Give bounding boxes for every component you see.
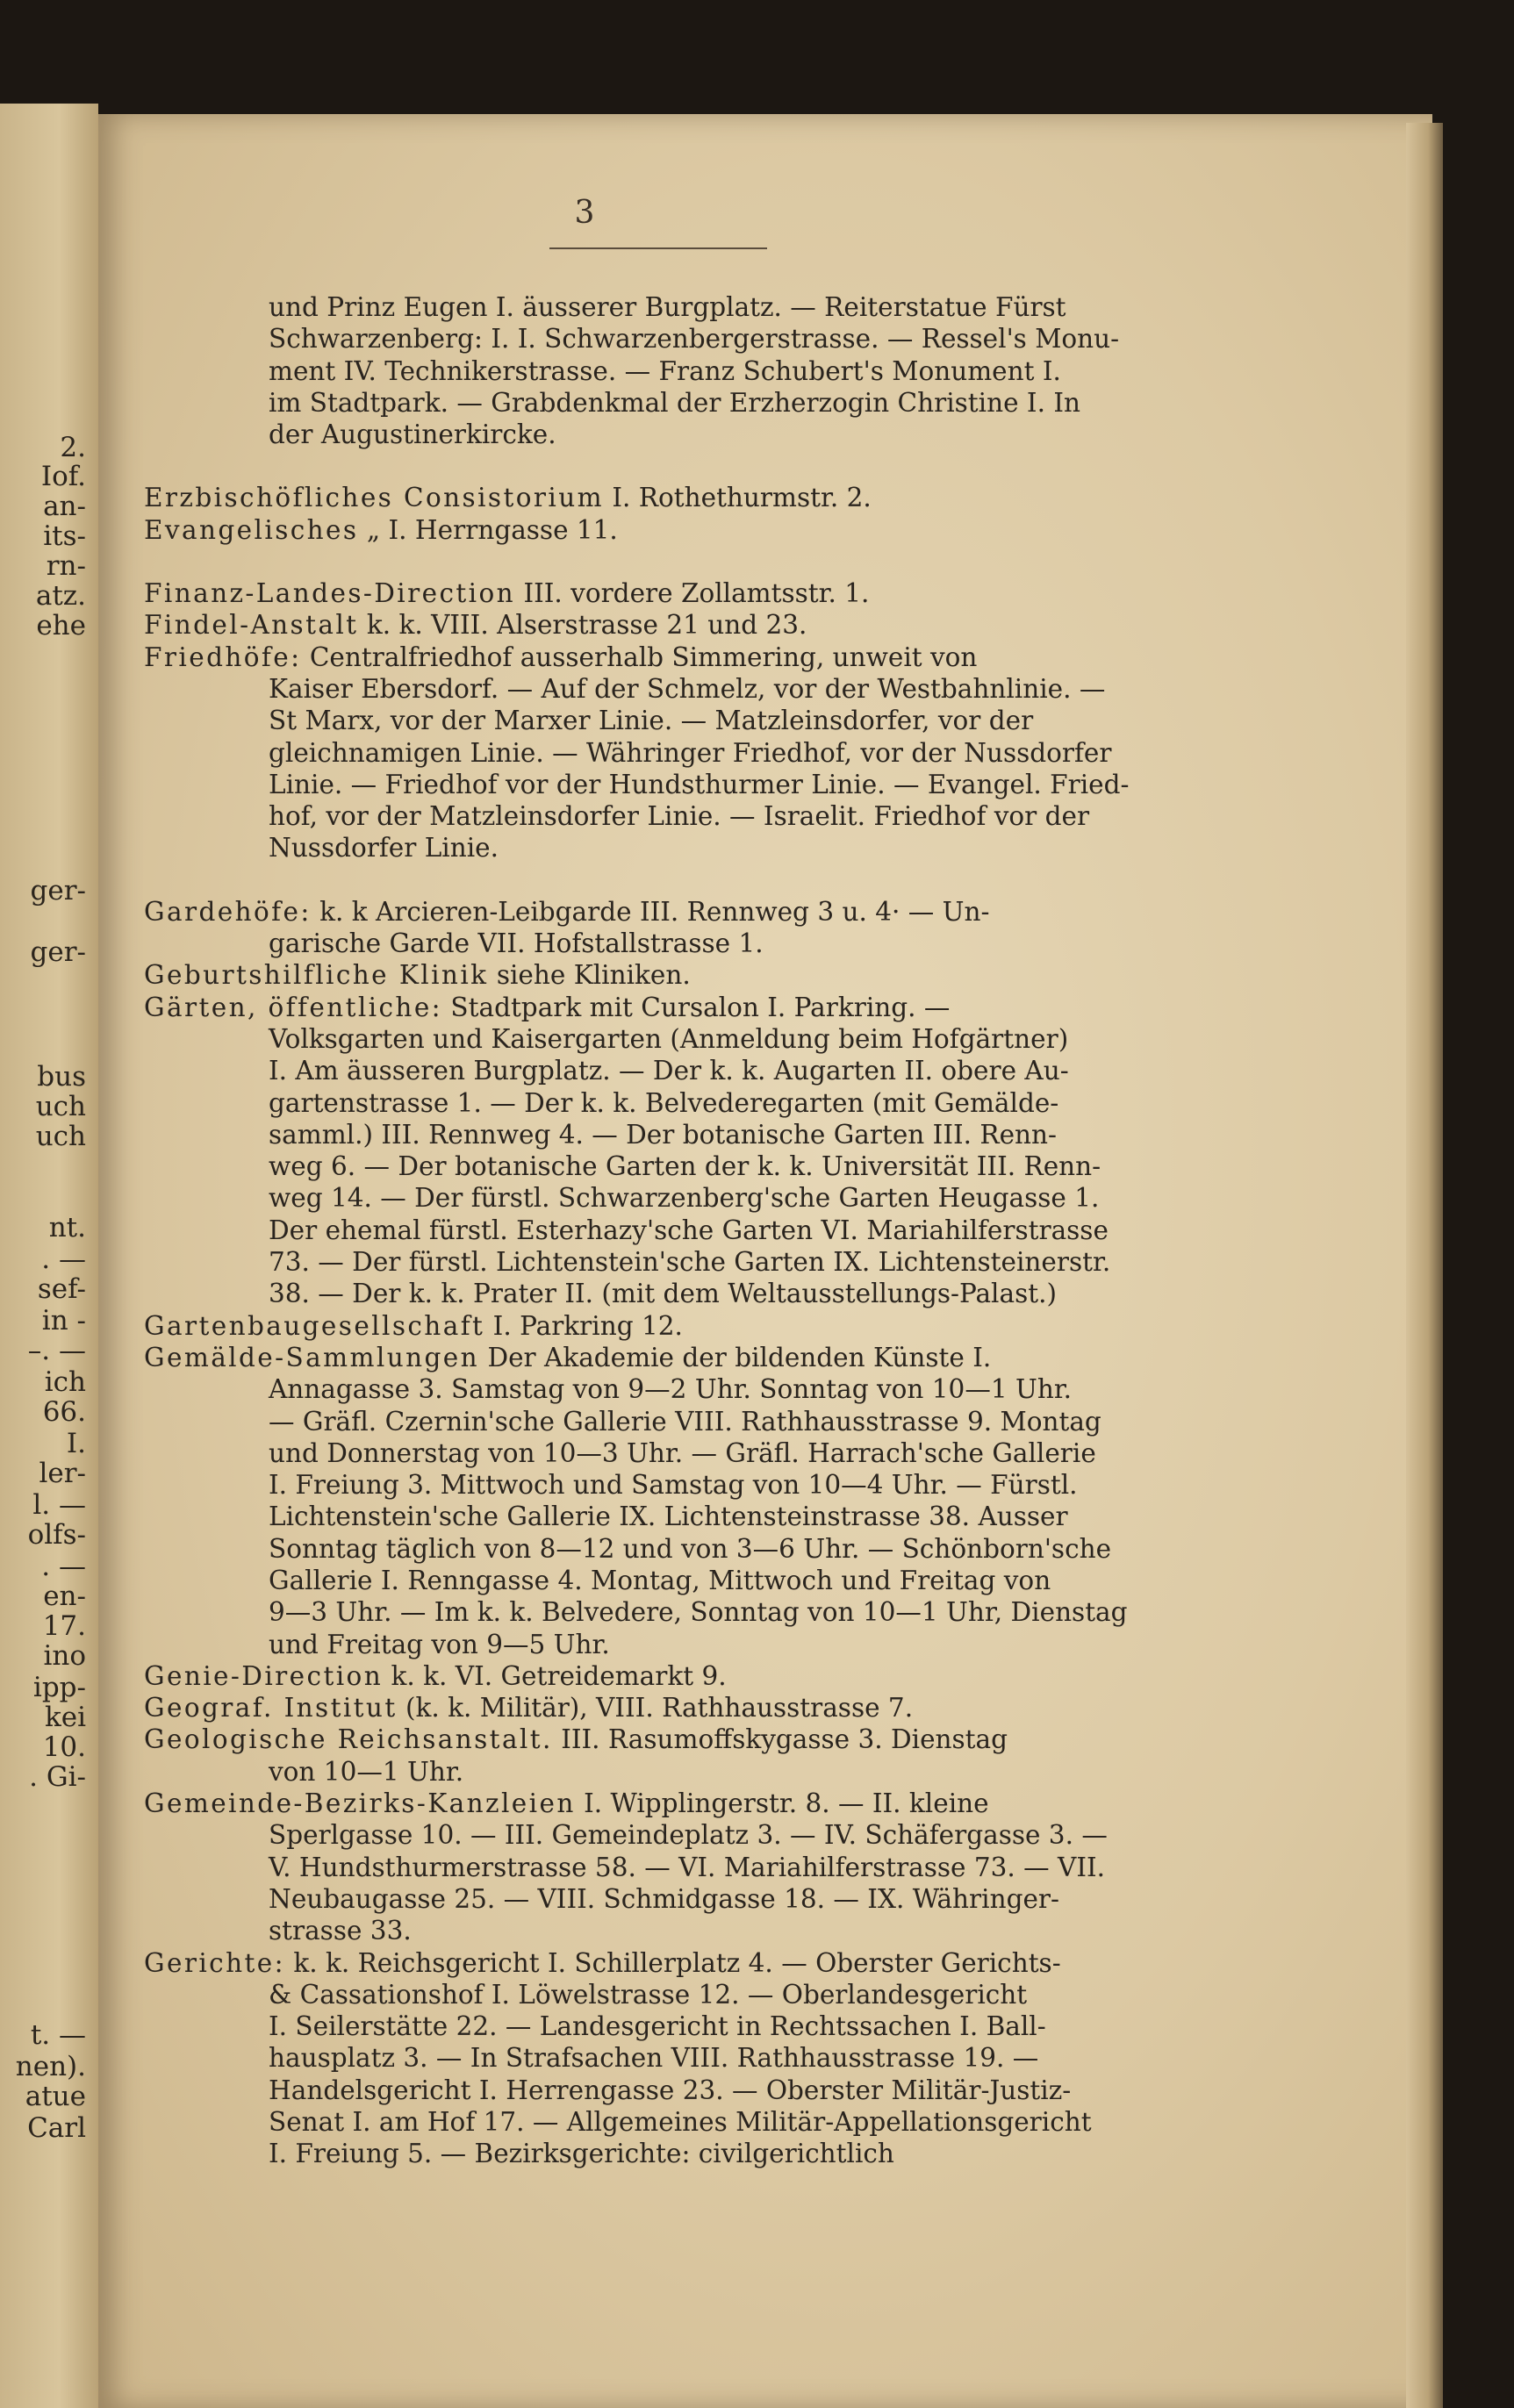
- left-page-fragment: its-: [43, 520, 86, 552]
- directory-entry: [144, 1724, 1285, 1788]
- left-page-edge: [0, 104, 98, 2408]
- left-page-fragment: rn-: [46, 550, 86, 582]
- left-page-fragment: uch: [35, 1121, 86, 1152]
- left-page-fragment: t. —: [30, 2019, 86, 2051]
- entry-continuation-line: und Freitag von 9—5 Uhr.: [269, 1629, 610, 1659]
- entry-continuation-line: Linie. — Friedhof vor der Hundsthurmer Linie. — Evangel. Fried-: [269, 769, 1130, 799]
- left-page-fragment: ler-: [39, 1458, 86, 1489]
- left-page-fragment: 66.: [42, 1396, 86, 1428]
- directory-entry: [144, 641, 1285, 864]
- directory-text: [144, 291, 1285, 2170]
- entry-gap: [144, 864, 1285, 896]
- directory-entry: [144, 1310, 1285, 1342]
- directory-entry: [144, 1660, 1285, 1692]
- entry-text: k. k. VI. Getreidemarkt 9.: [391, 1660, 727, 1691]
- entry-heading: Erzbischöfliches Consistorium: [144, 483, 604, 513]
- entry-continuation-line: weg 14. — Der fürstl. Schwarzenberg'sche Garten Heugasse 1.: [269, 1183, 1100, 1214]
- entry-heading: Gerichte:: [144, 1947, 285, 1978]
- entry-heading: Gardehöfe:: [144, 896, 312, 927]
- entry-continuation-line: Handelsgericht I. Herrengasse 23. — Oberster Militär-Justiz-: [269, 2075, 1072, 2105]
- left-page-fragment: I.: [66, 1428, 86, 1459]
- left-page-fragment: ipp-: [32, 1672, 86, 1703]
- entry-text: k. k Arcieren-Leibgarde III. Rennweg 3 u. 4· — Un-: [319, 896, 990, 927]
- page-stack-edge: [1406, 123, 1443, 2408]
- entry-text: Der Akademie der bildenden Künste I.: [487, 1342, 992, 1372]
- left-page-fragment: atue: [25, 2081, 86, 2112]
- continuation-line: und Prinz Eugen I. äusserer Burgplatz. — Reiterstatue Fürst: [269, 292, 1066, 322]
- entry-continuation-line: Gallerie I. Renngasse 4. Montag, Mittwoch und Freitag von: [269, 1565, 1051, 1595]
- left-page-fragment: 2.: [60, 432, 86, 463]
- entry-continuation-line: gartenstrasse 1. — Der k. k. Belvederegarten (mit Gemälde-: [269, 1087, 1059, 1118]
- entry-heading: Evangelisches: [144, 514, 359, 545]
- entry-text: I. Parkring 12.: [492, 1310, 683, 1341]
- entry-heading: Genie-Direction: [144, 1660, 384, 1691]
- entry-heading: Gemeinde-Bezirks-Kanzleien: [144, 1788, 576, 1819]
- entry-continuation-line: & Cassationshof I. Löwelstrasse 12. — Oberlandesgericht: [269, 1979, 1028, 2010]
- left-page-fragment: ger-: [30, 875, 86, 907]
- entry-text: I. Rothethurmstr. 2.: [612, 483, 872, 513]
- entry-continuation-line: Lichtenstein'sche Gallerie IX. Lichtensteinstrasse 38. Ausser: [269, 1501, 1068, 1532]
- directory-entry: [144, 992, 1285, 1310]
- entry-text: III. Rasumoffskygasse 3. Dienstag: [561, 1724, 1008, 1755]
- entry-continuation-line: und Donnerstag von 10—3 Uhr. — Gräfl. Harrach'sche Gallerie: [269, 1437, 1096, 1468]
- directory-entry: [144, 959, 1285, 991]
- entry-continuation-line: I. Freiung 5. — Bezirksgerichte: civilgerichtlich: [269, 2139, 894, 2169]
- entry-heading: Gärten, öffentliche:: [144, 992, 443, 1022]
- entry-continuation-line: Neubaugasse 25. — VIII. Schmidgasse 18. — IX. Währinger-: [269, 1883, 1059, 1914]
- entry-continuation-line: 73. — Der fürstl. Lichtenstein'sche Garten IX. Lichtensteinerstr.: [269, 1247, 1111, 1278]
- entry-continuation-line: St Marx, vor der Marxer Linie. — Matzleinsdorfer, vor der: [269, 706, 1034, 736]
- entry-continuation-line: 9—3 Uhr. — Im k. k. Belvedere, Sonntag von 10—1 Uhr, Dienstag: [269, 1597, 1128, 1628]
- entry-continuation-line: I. Am äusseren Burgplatz. — Der k. k. Augarten II. obere Au-: [269, 1056, 1069, 1086]
- left-page-fragment: Carl: [27, 2112, 86, 2144]
- left-page-fragment: . —: [41, 1243, 86, 1275]
- entry-continuation-line: samml.) III. Rennweg 4. — Der botanische Garten III. Renn-: [269, 1119, 1058, 1150]
- left-page-fragment: atz.: [35, 580, 86, 612]
- entry-continuation-line: I. Seilerstätte 22. — Landesgericht in Rechtssachen I. Ball-: [269, 2011, 1046, 2042]
- header-rule: [549, 247, 767, 249]
- entry-continuation-line: Volksgarten und Kaisergarten (Anmeldung beim Hofgärtner): [269, 1023, 1069, 1054]
- entry-continuation-line: I. Freiung 3. Mittwoch und Samstag von 10—4 Uhr. — Fürstl.: [269, 1470, 1078, 1501]
- left-page-fragment: Iof.: [40, 461, 86, 492]
- left-page-fragment: . Gi-: [29, 1761, 86, 1793]
- continuation-line: der Augustinerkircke.: [269, 419, 556, 450]
- entry-text: k. k. Reichsgericht I. Schillerplatz 4. — Oberster Gerichts-: [293, 1947, 1061, 1978]
- entry-continuation-line: Senat I. am Hof 17. — Allgemeines Militär-Appellationsgericht: [269, 2107, 1092, 2138]
- entry-continuation-line: hausplatz 3. — In Strafsachen VIII. Rathhausstrasse 19. —: [269, 2043, 1039, 2074]
- directory-entry: [144, 577, 1285, 609]
- left-page-fragment: kei: [44, 1702, 86, 1733]
- entry-continuation-line: hof, vor der Matzleinsdorfer Linie. — Israelit. Friedhof vor der: [269, 801, 1090, 832]
- left-page-fragment: bus: [37, 1061, 86, 1093]
- left-page-fragment: nt.: [48, 1212, 86, 1243]
- left-page-fragment: 17.: [42, 1610, 86, 1642]
- entry-continuation-line: Annagasse 3. Samstag von 9—2 Uhr. Sonntag von 10—1 Uhr.: [269, 1374, 1073, 1405]
- entry-text: „ I. Herrngasse 11.: [366, 514, 618, 545]
- entry-continuation-line: Sonntag täglich von 8—12 und von 3—6 Uhr. — Schönborn'sche: [269, 1533, 1112, 1564]
- left-page-fragment: ich: [44, 1366, 86, 1398]
- left-page-fragment: l. —: [32, 1489, 86, 1521]
- entry-continuation-line: 38. — Der k. k. Prater II. (mit dem Weltausstellungs-Palast.): [269, 1279, 1057, 1309]
- directory-entry: [144, 1342, 1285, 1660]
- left-page-fragment: an-: [43, 491, 86, 522]
- left-page-fragment: ger-: [30, 936, 86, 968]
- entry-heading: Findel-Anstalt: [144, 610, 359, 641]
- left-page-fragment: en-: [43, 1580, 86, 1612]
- directory-entry: [144, 1692, 1285, 1724]
- entry-heading: Geograf. Institut: [144, 1693, 398, 1724]
- entry-continuation-line: weg 6. — Der botanische Garten der k. k. Universität III. Renn-: [269, 1151, 1101, 1182]
- entry-continuation-line: Kaiser Ebersdorf. — Auf der Schmelz, vor der Westbahnlinie. —: [269, 673, 1106, 704]
- page-number: 3: [574, 195, 595, 231]
- entry-continuation-line: Sperlgasse 10. — III. Gemeindeplatz 3. — IV. Schäfergasse 3. —: [269, 1820, 1108, 1851]
- entry-text: (k. k. Militär), VIII. Rathhausstrasse 7.: [405, 1693, 914, 1724]
- left-page-fragment: ino: [43, 1640, 86, 1672]
- entry-text: Centralfriedhof ausserhalb Simmering, unweit von: [309, 641, 978, 672]
- entry-gap: [144, 546, 1285, 577]
- left-page-fragment: sef-: [37, 1273, 86, 1305]
- entry-heading: Gartenbaugesellschaft: [144, 1310, 485, 1341]
- directory-entry: [144, 514, 1285, 546]
- entry-heading: Geburtshilfliche Klinik: [144, 960, 489, 991]
- entry-continuation-line: V. Hundsthurmerstrasse 58. — VI. Mariahilferstrasse 73. — VII.: [269, 1852, 1106, 1882]
- entry-continuation-line: Nussdorfer Linie.: [269, 833, 499, 864]
- entry-continuation-line: gleichnamigen Linie. — Währinger Friedhof, vor der Nussdorfer: [269, 737, 1112, 768]
- continuation-line: Schwarzenberg: I. I. Schwarzenbergerstrasse. — Ressel's Monu-: [269, 324, 1120, 355]
- directory-entry: [144, 896, 1285, 960]
- directory-entry: [144, 482, 1285, 513]
- entry-continuation-line: — Gräfl. Czernin'sche Gallerie VIII. Rathhausstrasse 9. Montag: [269, 1406, 1101, 1437]
- continuation-line: im Stadtpark. — Grabdenkmal der Erzherzogin Christine I. In: [269, 387, 1080, 418]
- left-page-fragment: ehe: [36, 610, 86, 641]
- left-page-fragment: nen).: [15, 2051, 86, 2082]
- entry-text: III. vordere Zollamtsstr. 1.: [523, 578, 870, 609]
- entry-continuation-line: garische Garde VII. Hofstallstrasse 1.: [269, 928, 764, 959]
- entry-heading: Geologische Reichsanstalt.: [144, 1724, 553, 1755]
- directory-entry: [144, 1947, 1285, 2170]
- left-page-fragment: in -: [41, 1305, 86, 1337]
- left-page-fragment: –. —: [27, 1335, 86, 1366]
- entry-heading: Finanz-Landes-Direction: [144, 578, 516, 609]
- entry-gap: [144, 450, 1285, 482]
- left-page-fragment: . —: [41, 1551, 86, 1582]
- entry-heading: Friedhöfe:: [144, 641, 302, 672]
- directory-entry: [144, 609, 1285, 641]
- left-page-fragment: 10.: [42, 1731, 86, 1763]
- left-page-fragment: olfs-: [27, 1519, 86, 1551]
- entry-text: siehe Kliniken.: [496, 960, 691, 991]
- continuation-line: ment IV. Technikerstrasse. — Franz Schubert's Monument I.: [269, 355, 1061, 386]
- left-page-fragment: uch: [35, 1091, 86, 1122]
- entry-text: k. k. VIII. Alserstrasse 21 und 23.: [366, 610, 807, 641]
- entry-continuation-line: von 10—1 Uhr.: [269, 1756, 464, 1787]
- entry-text: Stadtpark mit Cursalon I. Parkring. —: [450, 992, 951, 1022]
- entry-continuation-line: Der ehemal fürstl. Esterhazy'sche Garten VI. Mariahilferstrasse: [269, 1215, 1109, 1245]
- entry-text: I. Wipplingerstr. 8. — II. kleine: [584, 1788, 989, 1819]
- entry-continuation-line: strasse 33.: [269, 1916, 412, 1946]
- directory-entry: [144, 1788, 1285, 1946]
- entry-heading: Gemälde-Sammlungen: [144, 1342, 480, 1372]
